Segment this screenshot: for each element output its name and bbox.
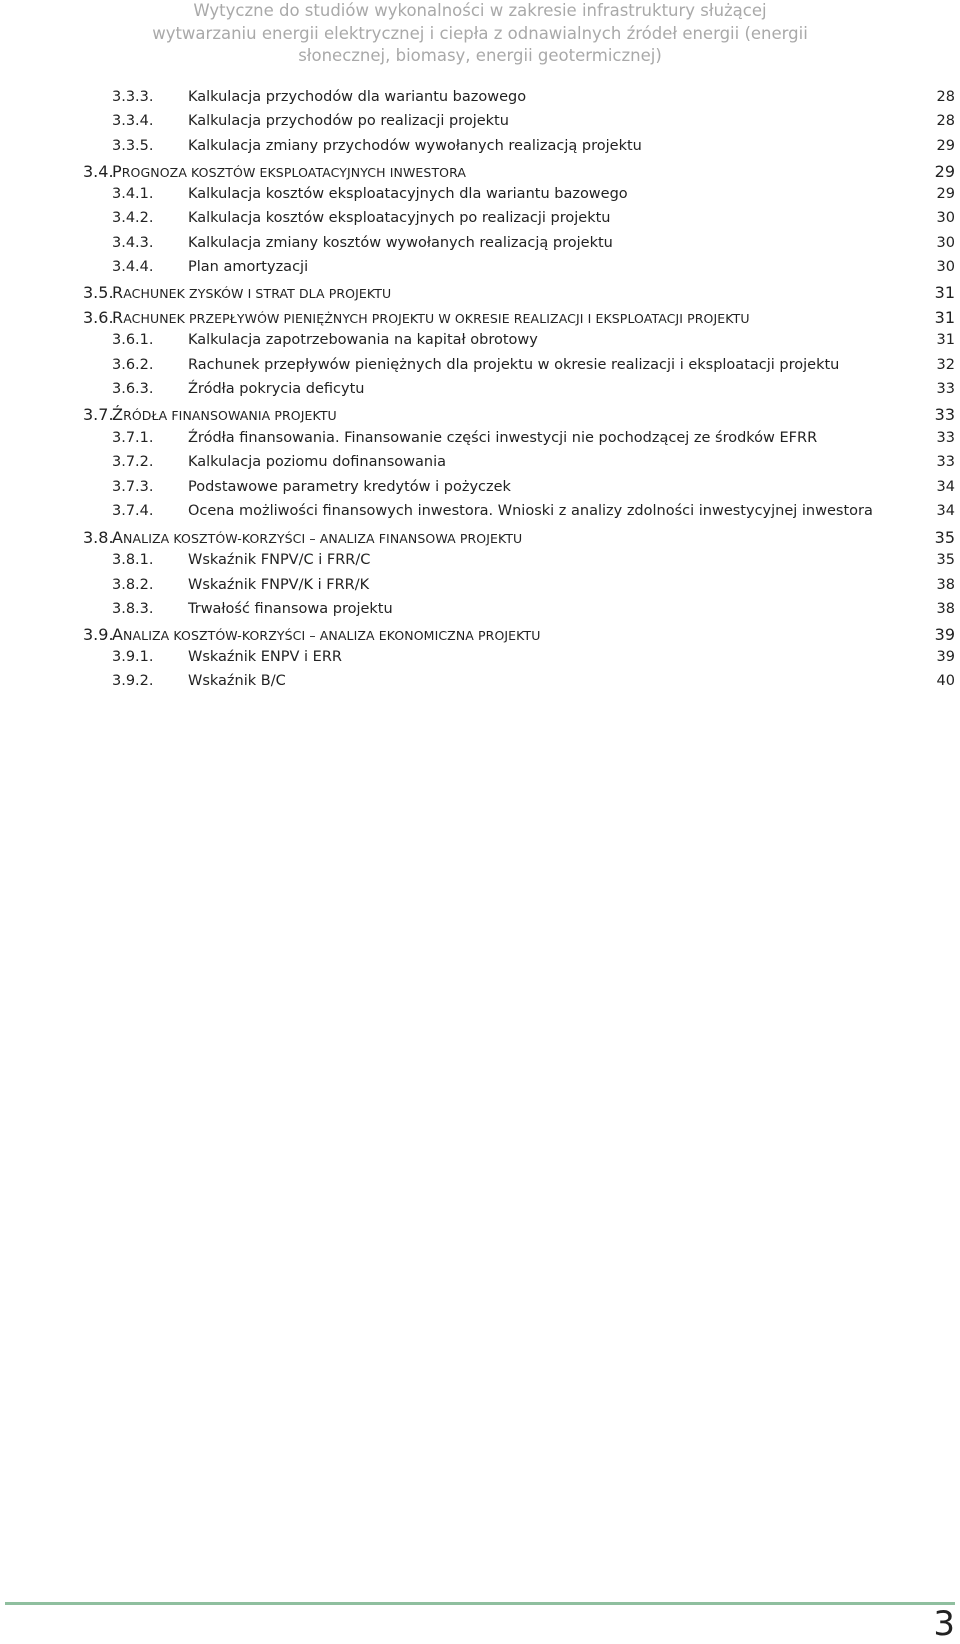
toc-entry[interactable]: [0, 308, 960, 332]
toc-entry-title-text: ACHUNEK PRZEPŁYWÓW PIENIĘŻNYCH PROJEKTU W OKRESIE REALIZACJI I EKSPLOATACJI PROJEKTU: [123, 311, 750, 326]
toc-entry-title-text: Rachunek przepływów pieniężnych dla projektu w okresie realizacji i eksploatacji projektu: [188, 357, 840, 373]
toc-entry[interactable]: [0, 649, 960, 673]
toc-entry-title-text: Kalkulacja poziomu dofinansowania: [188, 454, 446, 470]
toc-entry-number: 3.7.4.: [112, 503, 154, 519]
toc-entry[interactable]: [0, 186, 960, 210]
toc-entry-title: [188, 89, 526, 105]
toc-entry[interactable]: [0, 138, 960, 162]
toc-entry-title: [188, 235, 613, 251]
toc-entry-title-text: NALIZA KOSZTÓW-KORZYŚCI – ANALIZA EKONOMICZNA PROJEKTU: [123, 628, 541, 643]
toc-entry-title: [112, 162, 466, 181]
toc-entry-title-text: Podstawowe parametry kredytów i pożyczek: [188, 479, 511, 495]
toc-entry-number: 3.6.1.: [112, 332, 154, 348]
toc-entry[interactable]: [0, 210, 960, 234]
toc-entry-title: [188, 601, 393, 617]
toc-entry-title-text: Wskaźnik ENPV i ERR: [188, 649, 342, 665]
header-line-3: słonecznej, biomasy, energii geotermicznej): [298, 46, 662, 65]
toc-entry-title: [188, 430, 817, 446]
toc-entry-title: [112, 308, 750, 327]
toc-entry-title-initial: A: [112, 528, 124, 547]
toc-entry[interactable]: [0, 259, 960, 283]
toc-entry-title: [188, 454, 446, 470]
header-line-1: Wytyczne do studiów wykonalności w zakresie infrastruktury służącej: [193, 1, 767, 20]
running-header: [0, 0, 960, 68]
toc-entry-title-initial: R: [112, 308, 124, 327]
toc-entry-title: [188, 138, 642, 154]
toc-entry-number: 3.7.3.: [112, 479, 154, 495]
toc-entry-title-text: Źródła finansowania. Finansowanie części inwestycji nie pochodzącej ze środków EFRR: [188, 430, 818, 446]
toc-entry-number: 3.8.3.: [112, 601, 154, 617]
toc-entry-page: 34: [936, 479, 955, 495]
toc-entry-title-initial: Ź: [112, 405, 124, 424]
toc-entry-number: 3.9.: [83, 625, 114, 644]
toc-entry-number: 3.3.5.: [112, 138, 154, 154]
toc-entry[interactable]: [0, 235, 960, 259]
toc-entry-title-text: Kalkulacja kosztów eksploatacyjnych dla wariantu bazowego: [188, 186, 628, 202]
toc-entry-number: 3.6.: [83, 308, 114, 327]
toc-entry-number: 3.4.2.: [112, 210, 154, 226]
toc-entry-title-text: Kalkulacja zmiany przychodów wywołanych realizacją projektu: [188, 138, 642, 154]
toc-entry-title: [188, 113, 509, 129]
toc-entry-number: 3.4.3.: [112, 235, 154, 251]
toc-entry-page: 38: [936, 577, 955, 593]
toc-entry[interactable]: [0, 673, 960, 697]
toc-entry-title-initial: P: [112, 162, 122, 181]
toc-entry-title-text: Kalkulacja kosztów eksploatacyjnych po realizacji projektu: [188, 210, 611, 226]
toc-entry-title-text: Ocena możliwości finansowych inwestora. Wnioski z analizy zdolności inwestycyjnej inwestora: [188, 503, 873, 519]
toc-entry-page: 29: [934, 162, 955, 181]
toc-entry-number: 3.9.1.: [112, 649, 154, 665]
toc-entry[interactable]: [0, 113, 960, 137]
toc-entry-title: [188, 332, 538, 348]
toc-entry-title-text: Plan amortyzacji: [188, 259, 309, 275]
toc-entry[interactable]: [0, 357, 960, 381]
toc-entry-number: 3.4.4.: [112, 259, 154, 275]
toc-entry-number: 3.6.2.: [112, 357, 154, 373]
toc-entry-title: [188, 479, 511, 495]
toc-entry-title-text: ACHUNEK ZYSKÓW I STRAT DLA PROJEKTU: [123, 286, 392, 301]
footer-rule: [5, 1602, 955, 1605]
toc-entry-number: 3.7.2.: [112, 454, 154, 470]
toc-entry-title: [188, 381, 364, 397]
toc-entry-title-text: Źródła pokrycia deficytu: [188, 381, 365, 397]
toc-entry-page: 30: [936, 235, 955, 251]
toc-entry-number: 3.7.1.: [112, 430, 154, 446]
toc-entry-page: 33: [936, 381, 955, 397]
page-number: 3: [933, 1604, 955, 1644]
toc-entry-page: 39: [936, 649, 955, 665]
toc-entry-title: [188, 503, 873, 519]
toc-entry-page: 30: [936, 210, 955, 226]
toc-entry-number: 3.5.: [83, 283, 114, 302]
toc-entry-page: 35: [936, 552, 955, 568]
toc-entry-title-text: Trwałość finansowa projektu: [188, 601, 393, 617]
toc-entry[interactable]: [0, 577, 960, 601]
toc-entry-title-text: NALIZA KOSZTÓW-KORZYŚCI – ANALIZA FINANSOWA PROJEKTU: [123, 531, 523, 546]
toc-entry-number: 3.6.3.: [112, 381, 154, 397]
toc-entry-title-text: RÓDŁA FINANSOWANIA PROJEKTU: [123, 408, 337, 423]
toc-entry-number: 3.4.: [83, 162, 114, 181]
toc-entry-number: 3.4.1.: [112, 186, 154, 202]
toc-entry-page: 29: [936, 186, 955, 202]
toc-entry-title-text: Kalkulacja zmiany kosztów wywołanych realizacją projektu: [188, 235, 613, 251]
toc-entry-title: [112, 528, 522, 547]
toc-entry-number: 3.3.4.: [112, 113, 154, 129]
toc-entry-number: 3.7.: [83, 405, 114, 424]
toc-entry[interactable]: [0, 162, 960, 186]
toc-entry-page: 32: [936, 357, 955, 373]
toc-entry-number: 3.8.1.: [112, 552, 154, 568]
toc-entry[interactable]: [0, 528, 960, 552]
toc-entry[interactable]: [0, 552, 960, 576]
toc-entry-page: 33: [936, 430, 955, 446]
toc-entry[interactable]: [0, 503, 960, 527]
toc-entry-number: 3.9.2.: [112, 673, 154, 689]
toc-entry-title-text: ROGNOZA KOSZTÓW EKSPLOATACYJNYCH INWESTORA: [121, 165, 467, 180]
toc-entry-page: 39: [934, 625, 955, 644]
toc-entry-page: 31: [936, 332, 955, 348]
toc-entry-title: [188, 552, 370, 568]
toc-entry-page: 34: [936, 503, 955, 519]
toc-entry-title: [112, 283, 391, 302]
toc-entry[interactable]: [0, 381, 960, 405]
toc-entry-title-text: Kalkulacja przychodów dla wariantu bazowego: [188, 89, 527, 105]
toc-entry[interactable]: [0, 430, 960, 454]
toc-entry-page: 40: [936, 673, 955, 689]
toc-entry-title: [188, 259, 308, 275]
toc-entry-page: 28: [936, 89, 955, 105]
toc-entry-page: 29: [936, 138, 955, 154]
toc-entry-title: [188, 673, 286, 689]
toc-entry-title: [112, 625, 540, 644]
toc-entry-page: 31: [934, 308, 955, 327]
toc-entry-title-initial: A: [112, 625, 124, 644]
toc-entry[interactable]: [0, 601, 960, 625]
toc-entry[interactable]: [0, 479, 960, 503]
toc-entry-title: [112, 405, 337, 424]
toc-entry-page: 31: [934, 283, 955, 302]
header-line-2: wytwarzaniu energii elektrycznej i ciepła z odnawialnych źródeł energii (energii: [152, 23, 808, 43]
toc-entry-page: 33: [936, 454, 955, 470]
toc-entry-title-initial: R: [112, 283, 124, 302]
toc-entry-page: 33: [934, 405, 955, 424]
toc-entry[interactable]: [0, 625, 960, 649]
toc-entry-page: 38: [936, 601, 955, 617]
toc-entry[interactable]: [0, 332, 960, 356]
toc-entry-number: 3.3.3.: [112, 89, 154, 105]
toc-entry-title: [188, 577, 369, 593]
toc-entry[interactable]: [0, 405, 960, 429]
toc-entry[interactable]: [0, 454, 960, 478]
toc-entry-title: [188, 186, 628, 202]
toc-entry-title: [188, 357, 839, 373]
toc-entry-title: [188, 210, 610, 226]
toc-entry-number: 3.8.: [83, 528, 114, 547]
toc-entry-page: 30: [936, 259, 955, 275]
toc-entry-title-text: Wskaźnik FNPV/K i FRR/K: [188, 577, 370, 593]
toc-entry-title-text: Wskaźnik FNPV/C i FRR/C: [188, 552, 371, 568]
toc-entry-title-text: Wskaźnik B/C: [188, 673, 286, 689]
toc-entry-title-text: Kalkulacja przychodów po realizacji projektu: [188, 113, 509, 129]
toc-entry-page: 28: [936, 113, 955, 129]
toc-entry-title-text: Kalkulacja zapotrzebowania na kapitał obrotowy: [188, 332, 538, 348]
toc-entry-title: [188, 649, 342, 665]
toc-entry-number: 3.8.2.: [112, 577, 154, 593]
toc-entry-page: 35: [934, 528, 955, 547]
toc-entry[interactable]: [0, 283, 960, 307]
toc-entry[interactable]: [0, 89, 960, 113]
